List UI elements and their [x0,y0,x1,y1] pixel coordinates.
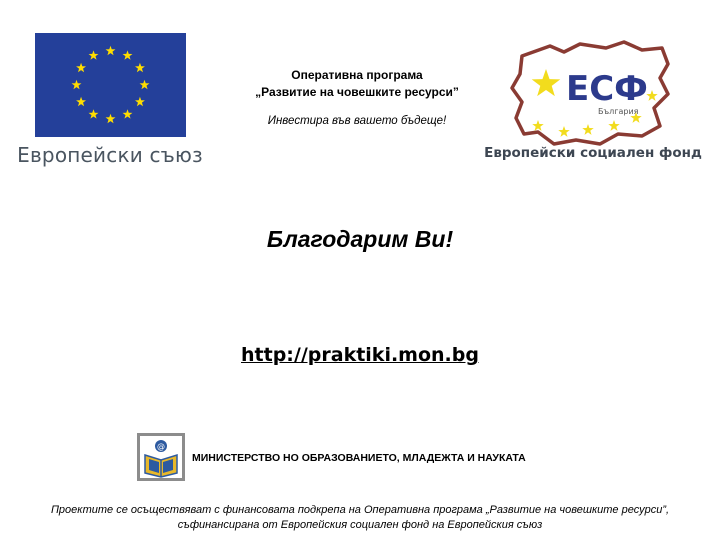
eu-caption: Европейски съюз [17,143,203,167]
footer-note: Проектите се осъществяват с финансовата подкрепа на Оперативна програма „Развитие на човешките ресурси”, съфинансирана от Европейския социален фонд на Европейския съюз [50,504,670,531]
esf-logo-text: ЕСФ [566,69,648,109]
svg-text:@: @ [157,442,165,451]
esf-caption: Европейски социален фонд [484,145,702,161]
website-link[interactable]: http://praktiki.mon.bg [241,344,479,366]
eu-flag-icon [35,33,186,137]
thank-you-heading: Благодарим Ви! [266,226,454,252]
program-header [222,67,492,127]
ministry-name: МИНИСТЕРСТВО НО ОБРАЗОВАНИЕТО, МЛАДЕЖТА И НАУКАТА [192,452,526,464]
esf-logo-icon [502,38,680,150]
ministry-book-icon [137,433,185,481]
program-name: „Развитие на човешките ресурси” [255,85,459,99]
program-title: Оперативна програма [291,68,423,82]
esf-logo-country: България [598,107,639,116]
program-slogan: Инвестира във вашето бъдеще! [267,115,447,127]
